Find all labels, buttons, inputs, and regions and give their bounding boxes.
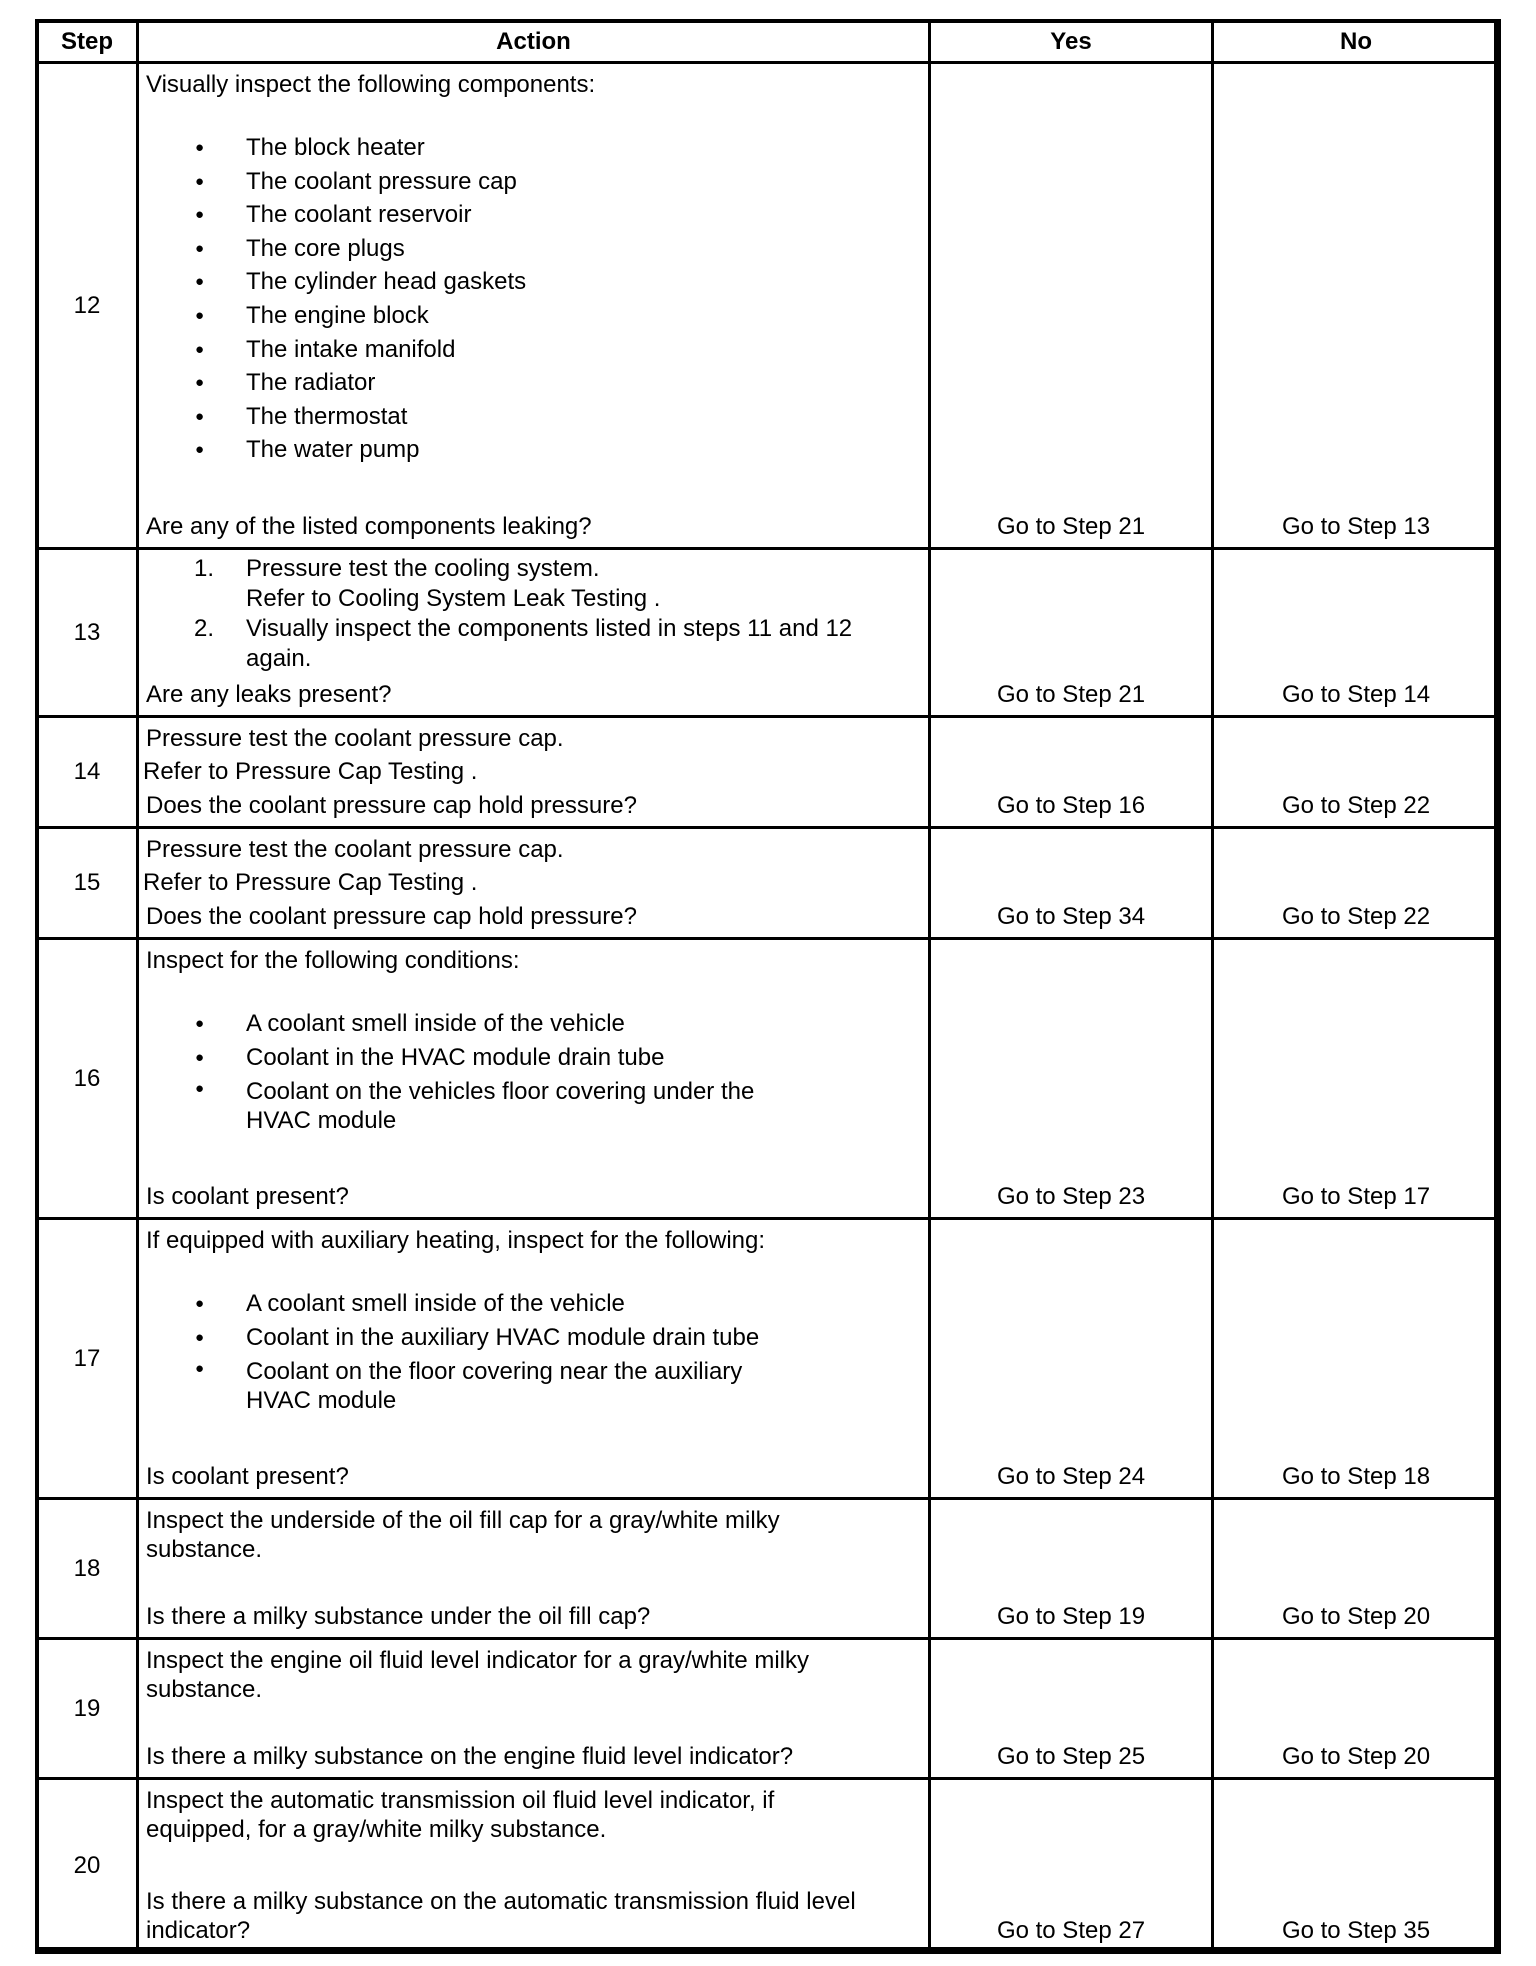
step-number: 14 xyxy=(37,717,138,828)
yes-cell: Go to Step 27 xyxy=(930,1779,1213,1953)
action-question: Does the coolant pressure cap hold pressure? xyxy=(146,792,637,819)
action-question: Is coolant present? xyxy=(146,1183,349,1210)
list-item: ● The coolant pressure cap xyxy=(139,165,526,199)
list-item: ● The block heater xyxy=(139,131,526,165)
header-yes: Yes xyxy=(930,21,1213,63)
action-intro: Pressure test the coolant pressure cap. xyxy=(146,836,564,863)
list-item: ● Coolant in the auxiliary HVAC module drain tube xyxy=(139,1321,919,1355)
no-cell: Go to Step 20 xyxy=(1213,1639,1500,1779)
yes-cell: Go to Step 21 xyxy=(930,549,1213,717)
action-intro: Inspect for the following conditions: xyxy=(146,947,520,974)
no-cell: Go to Step 22 xyxy=(1213,717,1500,828)
action-question: Are any of the listed components leaking? xyxy=(146,513,592,540)
action-reference: Refer to Pressure Cap Testing . xyxy=(143,869,478,896)
table-outer-border xyxy=(35,19,1498,1951)
action-question: Does the coolant pressure cap hold pressure? xyxy=(146,903,637,930)
no-cell: Go to Step 20 xyxy=(1213,1499,1500,1639)
item-text: Visually inspect the components listed in steps 11 and 12 again. xyxy=(246,615,853,672)
yes-cell: Go to Step 24 xyxy=(930,1219,1213,1499)
action-question: Is coolant present? xyxy=(146,1463,349,1490)
no-cell: Go to Step 18 xyxy=(1213,1219,1500,1499)
list-item: ● The intake manifold xyxy=(139,333,526,367)
step-number: 17 xyxy=(37,1219,138,1499)
yes-cell: Go to Step 21 xyxy=(930,63,1213,549)
item-number: 1. xyxy=(194,555,215,582)
no-cell: Go to Step 13 xyxy=(1213,63,1500,549)
header-step: Step xyxy=(37,21,138,63)
no-cell: Go to Step 22 xyxy=(1213,828,1500,939)
action-reference: Refer to Pressure Cap Testing . xyxy=(143,758,478,785)
list-item: ● The thermostat xyxy=(139,400,526,434)
list-item: ● A coolant smell inside of the vehicle xyxy=(139,1287,919,1321)
action-question: Is there a milky substance under the oil fill cap? xyxy=(146,1603,651,1630)
item-reference: Refer to Cooling System Leak Testing . xyxy=(246,585,661,612)
list-item: ● The water pump xyxy=(139,433,526,467)
no-cell: Go to Step 35 xyxy=(1213,1779,1500,1953)
yes-cell: Go to Step 25 xyxy=(930,1639,1213,1779)
action-intro: Inspect the automatic transmission oil fluid level indicator, if equipped, for a gray/white milky substance. xyxy=(146,1787,775,1843)
list-item: ● The cylinder head gaskets xyxy=(139,265,526,299)
header-no: No xyxy=(1213,21,1500,63)
yes-cell: Go to Step 16 xyxy=(930,717,1213,828)
list-item: ● A coolant smell inside of the vehicle xyxy=(139,1007,919,1041)
action-intro: If equipped with auxiliary heating, inspect for the following: xyxy=(146,1227,766,1254)
action-question: Are any leaks present? xyxy=(146,681,392,708)
list-item: ● The engine block xyxy=(139,299,526,333)
header-action: Action xyxy=(138,21,930,63)
yes-cell: Go to Step 34 xyxy=(930,828,1213,939)
list-item: ● Coolant in the HVAC module drain tube xyxy=(139,1041,919,1075)
action-intro: Pressure test the coolant pressure cap. xyxy=(146,725,564,752)
step-number: 15 xyxy=(37,828,138,939)
item-text: Pressure test the cooling system. xyxy=(246,555,600,582)
yes-cell: Go to Step 23 xyxy=(930,939,1213,1219)
step-number: 20 xyxy=(37,1779,138,1953)
action-question: Is there a milky substance on the engine fluid level indicator? xyxy=(146,1743,794,1770)
yes-cell: Go to Step 19 xyxy=(930,1499,1213,1639)
step-number: 13 xyxy=(37,549,138,717)
list-item: ● The coolant reservoir xyxy=(139,198,526,232)
item-number: 2. xyxy=(194,615,215,642)
list-item: ● The core plugs xyxy=(139,232,526,266)
action-intro: Inspect the underside of the oil fill cap for a gray/white milky substance. xyxy=(146,1507,780,1563)
action-intro: Inspect the engine oil fluid level indicator for a gray/white milky substance. xyxy=(146,1647,809,1703)
action-intro: Visually inspect the following components: xyxy=(146,71,596,98)
step-number: 16 xyxy=(37,939,138,1219)
step-number: 19 xyxy=(37,1639,138,1779)
no-cell: Go to Step 17 xyxy=(1213,939,1500,1219)
list-item: ● Coolant on the vehicles floor covering under the HVAC module xyxy=(139,1074,766,1135)
list-item: ● Coolant on the floor covering near the auxiliary HVAC module xyxy=(139,1354,766,1415)
step-number: 12 xyxy=(37,63,138,549)
no-cell: Go to Step 14 xyxy=(1213,549,1500,717)
list-item: ● The radiator xyxy=(139,366,526,400)
action-question: Is there a milky substance on the automatic transmission fluid level indicator? xyxy=(146,1888,856,1944)
step-number: 18 xyxy=(37,1499,138,1639)
